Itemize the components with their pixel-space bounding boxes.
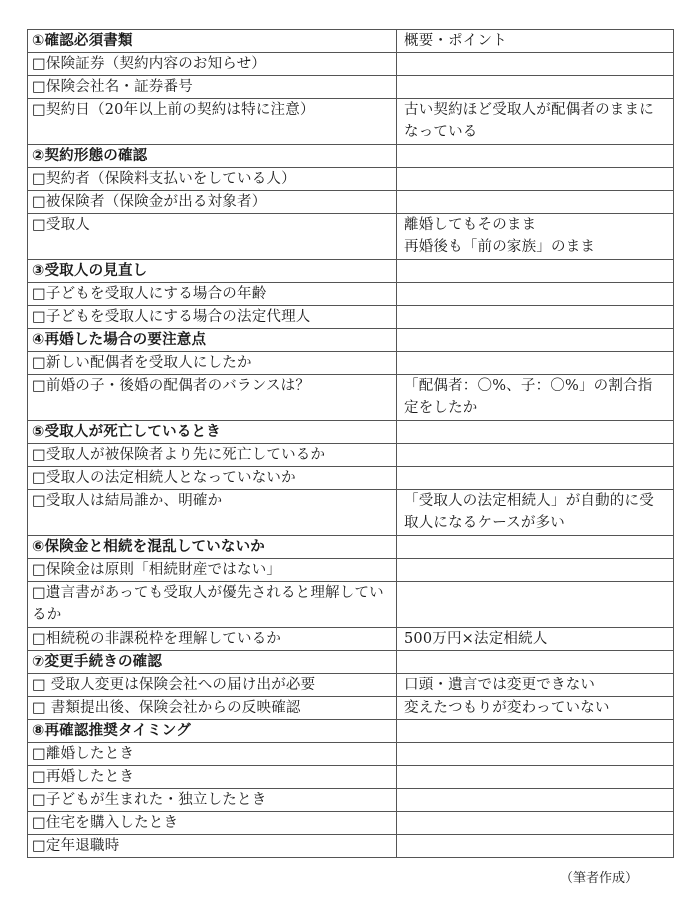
insurance-beneficiary-checklist-table: [27, 29, 674, 858]
item-note: [397, 559, 674, 582]
table-row: [28, 835, 674, 858]
table-row: [28, 766, 674, 789]
section-title: ⑤受取人が死亡しているとき: [28, 421, 397, 444]
checklist-item: □遺言書があっても受取人が優先されると理解しているか: [28, 582, 397, 628]
checklist-item: □相続税の非課税枠を理解しているか: [28, 628, 397, 651]
section-row: [28, 329, 674, 352]
checklist-item: □新しい配偶者を受取人にしたか: [28, 352, 397, 375]
item-note: [397, 53, 674, 76]
item-note: [397, 536, 674, 559]
table-header-row: [28, 30, 674, 53]
table-row: [28, 582, 674, 628]
checklist-item: □保険金は原則「相続財産ではない」: [28, 559, 397, 582]
table-row: [28, 352, 674, 375]
item-note: [397, 76, 674, 99]
table-row: [28, 628, 674, 651]
section-title: ②契約形態の確認: [28, 145, 397, 168]
table-row: [28, 168, 674, 191]
checklist-item: □契約日（20年以上前の契約は特に注意）: [28, 99, 397, 145]
item-note: [397, 352, 674, 375]
table-row: [28, 191, 674, 214]
section-title: ⑦変更手続きの確認: [28, 651, 397, 674]
source-footnote: （筆者作成）: [560, 871, 639, 886]
table-row: [28, 697, 674, 720]
table-row: [28, 467, 674, 490]
item-note: [397, 145, 674, 168]
item-note: [397, 582, 674, 628]
checklist-item: □子どもを受取人にする場合の法定代理人: [28, 306, 397, 329]
item-note: [397, 467, 674, 490]
checklist-item: □受取人は結局誰か、明確か: [28, 490, 397, 536]
checklist-item: □子どもが生まれた・独立したとき: [28, 789, 397, 812]
checklist-item: □前婚の子・後婚の配偶者のバランスは？: [28, 375, 397, 421]
item-note: [397, 835, 674, 858]
section-row: [28, 145, 674, 168]
table-row: [28, 375, 674, 421]
section-row: [28, 720, 674, 743]
checklist-item: □ 書類提出後、保険会社からの反映確認: [28, 697, 397, 720]
section-title: ⑥保険金と相続を混乱していないか: [28, 536, 397, 559]
section-title: ③受取人の見直し: [28, 260, 397, 283]
item-note: 「配偶者：〇%、子：〇%」の割合指定をしたか: [397, 375, 674, 421]
checklist-item: □受取人: [28, 214, 397, 260]
table-row: [28, 53, 674, 76]
item-note: 古い契約ほど受取人が配偶者のままになっている: [397, 99, 674, 145]
checklist-item: □住宅を購入したとき: [28, 812, 397, 835]
item-note: 変えたつもりが変わっていない: [397, 697, 674, 720]
section-row: [28, 536, 674, 559]
table-row: [28, 283, 674, 306]
table-row: [28, 812, 674, 835]
item-note: [397, 812, 674, 835]
item-note: [397, 766, 674, 789]
item-note: [397, 306, 674, 329]
item-note: 口頭・遺言では変更できない: [397, 674, 674, 697]
item-note: [397, 191, 674, 214]
checklist-item: □再婚したとき: [28, 766, 397, 789]
section-row: [28, 651, 674, 674]
section-title: ①確認必須書類: [28, 30, 397, 53]
item-note: [397, 214, 674, 260]
table-row: [28, 743, 674, 766]
item-note: [397, 651, 674, 674]
section-row: [28, 260, 674, 283]
item-note: [397, 329, 674, 352]
column-header-summary: 概要・ポイント: [397, 30, 674, 53]
item-note: [397, 743, 674, 766]
table-row: [28, 214, 674, 260]
checklist-item: □受取人が被保険者より先に死亡しているか: [28, 444, 397, 467]
item-note: [397, 260, 674, 283]
table-row: [28, 674, 674, 697]
item-note: [397, 444, 674, 467]
item-note: [397, 720, 674, 743]
table-row: [28, 76, 674, 99]
table-row: [28, 444, 674, 467]
checklist-item: □子どもを受取人にする場合の年齢: [28, 283, 397, 306]
table-row: [28, 306, 674, 329]
section-title: ⑧再確認推奨タイミング: [28, 720, 397, 743]
item-note-line: 再婚後も「前の家族」のまま: [404, 239, 596, 255]
checklist-item: □離婚したとき: [28, 743, 397, 766]
table-row: [28, 490, 674, 536]
section-title: ④再婚した場合の要注意点: [28, 329, 397, 352]
checklist-item: □保険証券（契約内容のお知らせ）: [28, 53, 397, 76]
checklist-item: □受取人の法定相続人となっていないか: [28, 467, 397, 490]
item-note: 「受取人の法定相続人」が自動的に受取人になるケースが多い: [397, 490, 674, 536]
item-note: [397, 421, 674, 444]
section-row: [28, 421, 674, 444]
checklist-item: □契約者（保険料支払いをしている人）: [28, 168, 397, 191]
checklist-item: □定年退職時: [28, 835, 397, 858]
checklist-item: □保険会社名・証券番号: [28, 76, 397, 99]
table-row: [28, 559, 674, 582]
item-note: 500万円×法定相続人: [397, 628, 674, 651]
item-note: [397, 283, 674, 306]
checklist-item: □被保険者（保険金が出る対象者）: [28, 191, 397, 214]
table-row: [28, 789, 674, 812]
table-row: [28, 99, 674, 145]
item-note: [397, 789, 674, 812]
item-note-line: 離婚してもそのまま: [404, 217, 537, 233]
checklist-item: □ 受取人変更は保険会社への届け出が必要: [28, 674, 397, 697]
item-note: [397, 168, 674, 191]
